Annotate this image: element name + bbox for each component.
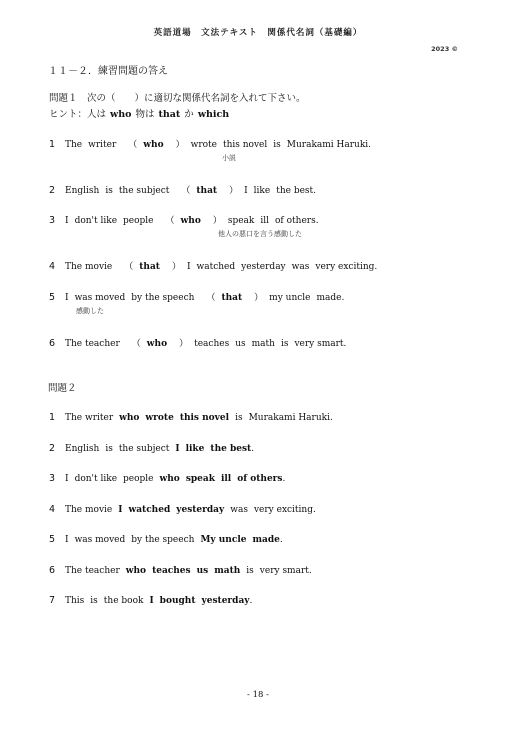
answer-word: that — [139, 262, 160, 272]
sentence-word: The writer — [65, 413, 114, 423]
sentence-word: very exciting. — [315, 262, 378, 272]
hint-ka: か — [184, 109, 194, 120]
answer-word: who — [119, 413, 140, 423]
item-number: 3 — [49, 473, 56, 484]
answer-word: who — [180, 216, 201, 226]
answer-word: bought — [159, 596, 196, 606]
answer-word: who — [146, 339, 168, 349]
answer-word: math — [214, 566, 241, 576]
page-number: - 18 - — [247, 690, 269, 700]
sentence-word: The teacher — [65, 566, 120, 576]
sentence-word: math — [251, 339, 275, 349]
answer-row — [49, 504, 322, 515]
sentence-word: this novel — [222, 140, 268, 150]
section-title: １１－２．練習問題の答え — [48, 66, 168, 77]
item-number: 4 — [49, 504, 56, 515]
item-number: 1 — [49, 139, 56, 150]
sentence-word: speak — [227, 216, 255, 226]
item-number: 6 — [49, 338, 56, 349]
close-paren: ） — [179, 339, 189, 349]
sentence-word: ill — [260, 216, 270, 226]
sentence-word: Murakami Haruki. — [286, 140, 372, 150]
close-paren: ） — [254, 293, 264, 303]
answer-word: made — [252, 535, 280, 545]
sentence-word: I — [65, 474, 69, 484]
answer-word: speak — [185, 474, 215, 484]
sentence-word: is — [273, 140, 281, 150]
open-paren: （ — [124, 262, 134, 272]
item-number: 1 — [49, 412, 56, 423]
hint-which: which — [197, 109, 230, 120]
answer-word: ill — [220, 474, 232, 484]
sentence-word: I — [186, 262, 191, 272]
answer-word: of others — [237, 474, 283, 484]
sentence-word: like — [253, 186, 271, 196]
sentence-word: . — [251, 444, 255, 454]
item-number: 7 — [49, 595, 56, 606]
sentence-word: by the speech — [131, 535, 195, 545]
sentence-word: I — [65, 216, 69, 226]
sentence-word: us — [235, 339, 246, 349]
sentence-word: English — [65, 186, 100, 196]
sentence-word: . — [282, 474, 286, 484]
sentence-word: people — [123, 474, 154, 484]
sentence-word: writer — [88, 140, 117, 150]
sentence-word: the subject — [118, 186, 170, 196]
exercise-row — [49, 183, 322, 196]
sentence-word: English — [65, 444, 100, 454]
vocab-note: 小説 — [222, 154, 236, 162]
question-2-title: 問題２ — [48, 383, 77, 394]
copyright-year: 2023 © — [431, 45, 458, 53]
sentence-word: The movie — [65, 505, 113, 515]
answer-row — [49, 443, 260, 454]
sentence-word: made. — [316, 293, 345, 303]
vocab-note: 感動した — [76, 307, 104, 315]
sentence-word: . — [249, 596, 253, 606]
sentence-word: the book — [103, 596, 144, 606]
sentence-word: very smart. — [259, 566, 312, 576]
answer-word: I — [175, 444, 180, 454]
answer-word: I — [118, 505, 123, 515]
answer-row — [49, 412, 339, 423]
sentence-word: was moved — [74, 293, 126, 303]
item-number: 5 — [49, 534, 56, 545]
sentence-word: is — [246, 566, 254, 576]
sentence-word: is — [105, 186, 113, 196]
exercise-row — [49, 259, 383, 272]
sentence-word: was — [230, 505, 248, 515]
answer-word: wrote — [145, 413, 174, 423]
sentence-word: is — [235, 413, 243, 423]
close-paren: ） — [175, 140, 185, 150]
close-paren: ） — [229, 186, 239, 196]
answer-row — [49, 473, 291, 484]
exercise-row — [49, 290, 350, 303]
sentence-word: This — [65, 596, 85, 606]
answer-word: who — [159, 474, 180, 484]
sentence-word: the subject — [118, 444, 170, 454]
answer-word: My uncle — [200, 535, 247, 545]
close-paren: ） — [171, 262, 181, 272]
item-number: 5 — [49, 292, 56, 303]
answer-word: I — [149, 596, 154, 606]
sentence-word: very smart. — [294, 339, 347, 349]
exercise-row — [49, 213, 325, 226]
item-number: 2 — [49, 443, 56, 454]
sentence-word: was — [291, 262, 310, 272]
sentence-word: yesterday — [241, 262, 286, 272]
answer-word: who — [125, 566, 147, 576]
answer-word: that — [221, 293, 243, 303]
open-paren: （ — [165, 216, 175, 226]
sentence-word: is — [90, 596, 98, 606]
sentence-word: is — [105, 444, 113, 454]
exercise-row — [49, 336, 352, 349]
answer-word: yesterday — [176, 505, 225, 515]
sentence-word: I — [65, 535, 69, 545]
answer-word: that — [196, 186, 218, 196]
sentence-word: was moved — [74, 535, 126, 545]
answer-word: us — [196, 566, 209, 576]
close-paren: ） — [212, 216, 222, 226]
item-number: 4 — [49, 261, 56, 272]
sentence-word: I — [244, 186, 248, 196]
sentence-word: don't like — [74, 216, 118, 226]
sentence-word: teaches — [194, 339, 230, 349]
hint-line — [49, 106, 233, 120]
answer-word: yesterday — [201, 596, 250, 606]
sentence-word: The — [65, 140, 83, 150]
sentence-word: I — [65, 293, 69, 303]
sentence-word: people — [123, 216, 154, 226]
vocab-note: 他人の悪口を言う感動した — [218, 230, 302, 238]
item-number: 3 — [49, 215, 56, 226]
answer-word: this novel — [179, 413, 230, 423]
question-1-title: 問題１ 次の（ ）に適切な関係代名詞を入れて下さい。 — [49, 93, 306, 104]
open-paren: （ — [128, 140, 138, 150]
hint-prefix: ヒント：人は — [49, 109, 107, 120]
sentence-word: by the speech — [131, 293, 195, 303]
header-title: 英語道場 文法テキスト 関係代名詞（基礎編） — [153, 28, 363, 38]
item-number: 2 — [49, 185, 56, 196]
sentence-word: The teacher — [65, 339, 120, 349]
hint-mid: 物は — [135, 109, 155, 120]
hint-that: that — [158, 109, 181, 120]
sentence-word: my uncle — [269, 293, 311, 303]
open-paren: （ — [206, 293, 216, 303]
sentence-word: watched — [196, 262, 236, 272]
hint-who: who — [110, 109, 132, 120]
answer-word: like — [185, 444, 205, 454]
sentence-word: very exciting. — [253, 505, 316, 515]
sentence-word: is — [280, 339, 289, 349]
answer-row — [49, 565, 318, 576]
sentence-word: wrote — [190, 140, 217, 150]
answer-word: who — [143, 140, 164, 150]
answer-word: watched — [128, 505, 171, 515]
sentence-word: The movie — [65, 262, 113, 272]
sentence-word: . — [279, 535, 283, 545]
answer-row — [49, 534, 289, 545]
item-number: 6 — [49, 565, 56, 576]
open-paren: （ — [181, 186, 191, 196]
exercise-row — [49, 137, 377, 150]
sentence-word: of others. — [275, 216, 319, 226]
answer-word: the best — [210, 444, 252, 454]
sentence-word: the best. — [276, 186, 317, 196]
open-paren: （ — [131, 339, 141, 349]
sentence-word: Murakami Haruki. — [248, 413, 333, 423]
sentence-word: don't like — [74, 474, 118, 484]
answer-word: teaches — [152, 566, 191, 576]
answer-row — [49, 595, 258, 606]
